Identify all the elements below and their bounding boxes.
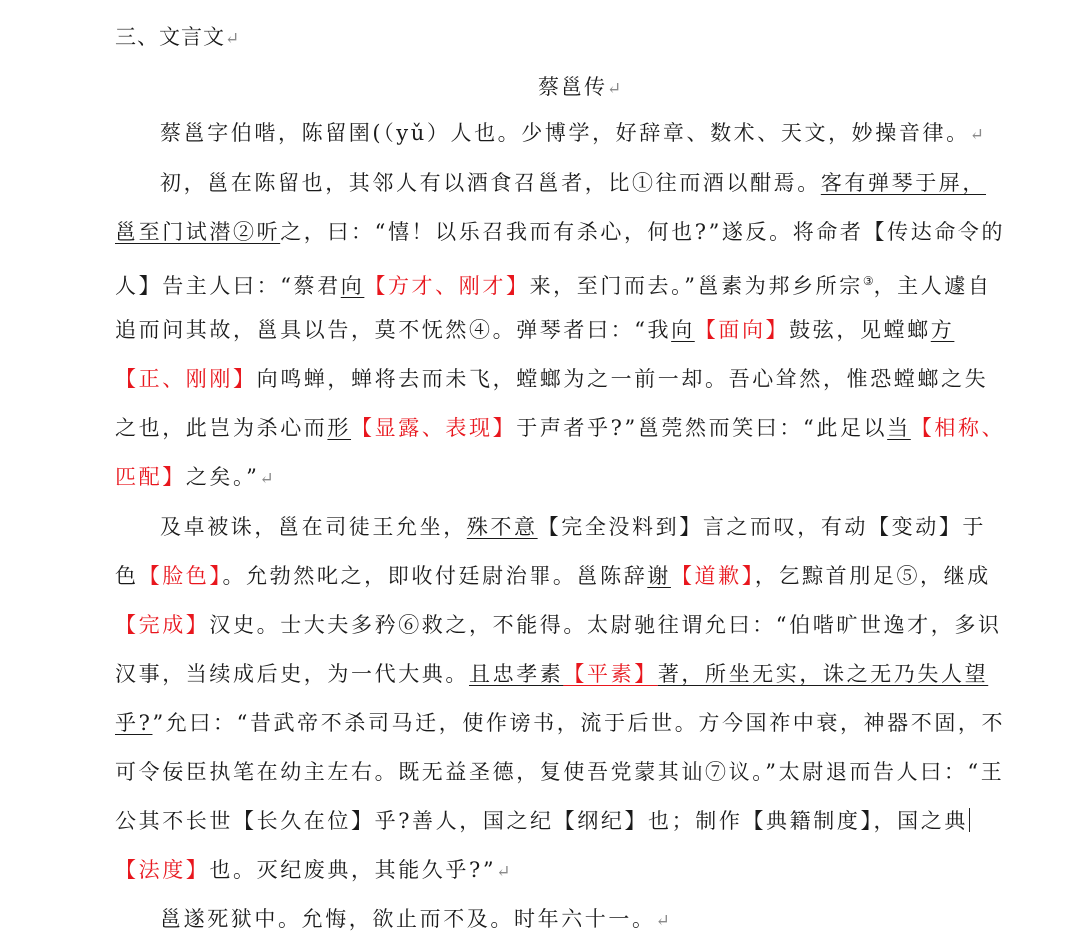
article-title: 蔡邕传↵ <box>538 75 622 99</box>
text-line-10: 色【脸色】。允勃然叱之，即收付廷尉治罪。邕陈辞谢【道歉】，乞黥首刖足⑤，继成 <box>115 564 991 588</box>
text-line-7: 之也，此岂为杀心而形【显露、表现】于声者乎?”邕莞然而笑曰：“此足以当【相称、 <box>115 416 1006 440</box>
annotation: 【脸色】 <box>138 564 223 588</box>
annotation: 【方才、刚才】 <box>364 274 530 298</box>
text-line-17: 邕遂死狱中。允悔，欲止而不及。时年六十一。↵ <box>160 907 670 931</box>
paragraph-mark: ↵ <box>969 125 984 145</box>
text-line-8: 匹配】之矣。”↵ <box>115 465 274 489</box>
paragraph-mark: ↵ <box>225 29 240 49</box>
annotation: 【完成】 <box>115 613 210 637</box>
annotation: 匹配】 <box>115 465 186 489</box>
annotation: 【显露、表现】 <box>351 416 517 440</box>
text-line-5: 追而问其故，邕具以告，莫不怃然④。弹琴者曰：“我向【面向】鼓弦，见螳螂方 <box>115 318 955 342</box>
text-line-14: 可令佞臣执笔在幼主左右。既无益圣德，复使吾党蒙其讪⑦议。”太尉退而告人曰：“王 <box>115 760 1005 784</box>
annotation: 【面向】 <box>694 318 790 342</box>
text-line-1: 蔡邕字伯喈，陈留圉(（yǔ）人也。少博学，好辞章、数术、天文，妙操音律。↵ <box>160 121 984 145</box>
paragraph-mark: ↵ <box>607 79 622 99</box>
annotation: 【平素】 <box>563 662 658 686</box>
annotation: 【法度】 <box>115 858 210 882</box>
text-line-9: 及卓被诛，邕在司徒王允坐，殊不意【完全没料到】言之而叹，有动【变动】于 <box>160 515 987 539</box>
annotation: 【正、刚刚】 <box>115 367 257 391</box>
text-line-2: 初，邕在陈留也，其邻人有以酒食召邕者，比①往而酒以酣焉。客有弹琴于屏， <box>160 171 987 195</box>
text-line-4: 人】告主人曰：“蔡君向【方才、刚才】来，至门而去。”邕素为邦乡所宗③，主人遽自 <box>115 274 992 298</box>
text-cursor <box>969 808 970 832</box>
paragraph-mark: ↵ <box>259 469 274 489</box>
annotation: 【相称、 <box>910 416 1006 440</box>
section-heading: 三、文言文↵ <box>115 25 240 49</box>
text-line-13: 乎?”允曰：“昔武帝不杀司马迁，使作谤书，流于后世。方今国祚中衰，神器不固，不 <box>115 711 1006 735</box>
text-line-15: 公其不长世【长久在位】乎?善人，国之纪【纲纪】也；制作【典籍制度】，国之典 <box>115 809 968 833</box>
text-line-11: 【完成】汉史。士大夫多矜⑥救之，不能得。太尉驰往谓允曰：“伯喈旷世逸才，多识 <box>115 613 1002 637</box>
text-line-16: 【法度】也。灭纪废典，其能久乎?”↵ <box>115 858 511 882</box>
text-line-3: 邕至门试潜②听之，曰：“憘！以乐召我而有杀心，何也?”遂反。将命者【传达命令的 <box>115 220 1006 244</box>
text-line-6: 【正、刚刚】向鸣蝉，蝉将去而未飞，螳螂为之一前一却。吾心耸然，惟恐螳螂之失 <box>115 367 989 391</box>
paragraph-mark: ↵ <box>655 911 670 931</box>
paragraph-mark: ↵ <box>496 862 511 882</box>
text-line-12: 汉事，当续成后史，为一代大典。且忠孝素【平素】著，所坐无实，诛之无乃失人望 <box>115 662 989 686</box>
annotation: 【道歉】 <box>670 564 755 588</box>
